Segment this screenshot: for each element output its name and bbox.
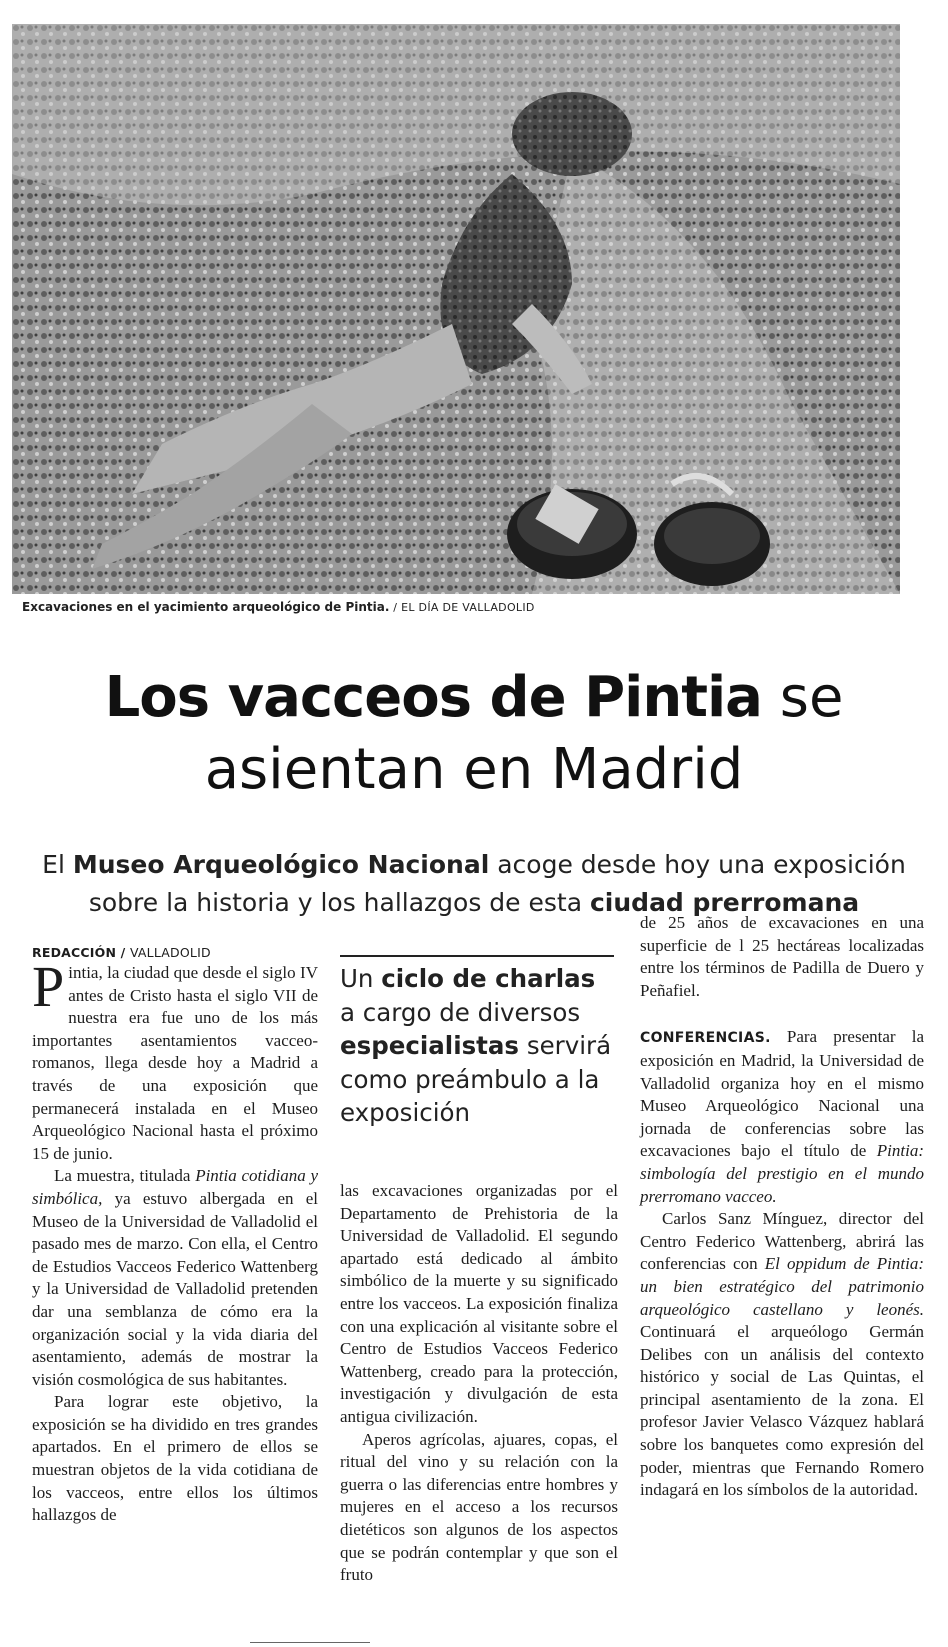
pullquote-text-2: a cargo de diversos	[340, 997, 581, 1027]
conference-title: Pintia: simbología del prestigio en el mundo prerromano vacceo.	[640, 1141, 925, 1206]
paragraph-7-a: Para presentar la exposición en Madrid, la Universidad de Valladolid organiza hoy en el mismo Museo Arqueológico Nacional una jornada de conferencias sobre las excavaciones bajo el título de	[640, 1027, 924, 1161]
excavation-photo	[12, 24, 900, 594]
pullquote	[340, 962, 618, 1130]
lecture-title: El oppidum de Pintia: un bien estratégico del patrimonio arqueológico castellano y leonés.	[640, 1254, 924, 1319]
paragraph-1	[32, 954, 318, 1165]
article-column-1	[32, 944, 318, 1527]
pullquote-rule	[340, 955, 614, 957]
subheadline-text-1: El	[42, 850, 65, 879]
article-column-2	[340, 1180, 618, 1587]
subheadline-bold-1: Museo Arqueológico Nacional	[72, 850, 490, 879]
subheadline	[20, 846, 928, 922]
paragraph-7	[640, 1026, 924, 1208]
paragraph-5: Aperos agrícolas, ajuares, copas, el ritual del vino y su relación con la guerra o las diferencias entre hombres y mujeres en el acceso a los recursos dietéticos son algunos de los aspectos que se podrán contemplar y que son el fruto	[340, 1429, 618, 1585]
pullquote-bold-2: especialistas	[340, 1031, 520, 1060]
paragraph-8-b: Continuará el arqueólogo Germán Delibes con un análisis del contexto histórico y social de Las Quintas, el principal asentamiento de la zona. El profesor Javier Velasco Vázquez hablará sobre los banquetes como expresión del poder, mientras que Fernando Romero indagará en los símbolos de la autoridad.	[640, 1322, 924, 1500]
paragraph-4: las excavaciones organizadas por el Departamento de Prehistoria de la Universidad de Valladolid. El segundo apartado está dedicado al ámbito simbólico de la muerte y su significado entre los vacceos. La exposición finaliza con una explicación al visitante sobre el Centro de Estudios Vacceos Federico Wattenberg, creado para la protección, investigación y divulgación de esta antigua civilización.	[340, 1181, 618, 1426]
headline	[20, 662, 928, 806]
caption-text: Excavaciones en el yacimiento arqueológico de Pintia.	[22, 600, 390, 614]
headline-light-2: asientan en Madrid	[204, 737, 744, 802]
footer-rule	[250, 1642, 370, 1643]
headline-light-1: se	[779, 665, 844, 730]
pullquote-bold-1: ciclo de charlas	[381, 964, 596, 993]
paragraph-8-a: Carlos Sanz Mínguez, director del Centro Federico Wattenberg, abrirá las conferencias con	[640, 1209, 924, 1274]
subheadline-bold-2: ciudad prerromana	[589, 888, 860, 917]
paragraph-2-a: La muestra, titulada	[54, 1166, 191, 1186]
paragraph-6: de 25 años de excavaciones en una superficie de l 25 hectáreas localizadas entre los términos de Padilla de Duero y Peñafiel.	[640, 913, 924, 1000]
pullquote-text-1: Un	[340, 964, 374, 993]
article-column-3	[640, 912, 924, 1502]
dropcap: P	[32, 954, 65, 1019]
paragraph-3: Para lograr este objetivo, la exposición se ha dividido en tres grandes apartados. En el primero de ellos se muestran objetos de la vida cotidiana de los vacceos, entre ellos los últimos hallazgos de	[32, 1392, 318, 1525]
section-kicker: CONFERENCIAS.	[640, 1030, 771, 1047]
byline-city: VALLADOLID	[129, 945, 211, 960]
photo-caption	[22, 600, 535, 614]
subheadline-text-2: acoge desde hoy una exposición sobre la historia y los hallazgos de esta	[88, 850, 906, 917]
exhibition-title: Pintia cotidiana y simbólica,	[32, 1166, 318, 1208]
pullquote-text-3: servirá como preámbulo a la exposición	[340, 1031, 612, 1127]
byline-agency: REDACCIÓN /	[32, 945, 126, 960]
photo-credit: / EL DÍA DE VALLADOLID	[393, 601, 535, 614]
byline	[32, 944, 318, 962]
paragraph-2	[32, 1165, 318, 1391]
paragraph-1-text: intia, la ciudad que desde el siglo IV antes de Cristo hasta el siglo VII de nuestra era fue uno de los más importantes asentamientos vacceo-romanos, llega desde hoy a Madrid a través de una exposición que permanecerá instalada en el Museo Arqueológico Nacional hasta el próximo 15 de junio.	[32, 963, 318, 1163]
paragraph-2-b: ya estuvo albergada en el Museo de la Universidad de Valladolid el pasado mes de marzo. Con ella, el Centro de Estudios Vacceos Federico Wattenberg y la Universidad de Valladolid pretenden dar una semblanza de cómo era la organización social y la vida diaria del asentamiento, además de mostrar la visión cosmológica de sus habitantes.	[32, 1188, 318, 1389]
paragraph-8	[640, 1208, 924, 1502]
headline-strong: Los vacceos de Pintia	[104, 665, 762, 730]
